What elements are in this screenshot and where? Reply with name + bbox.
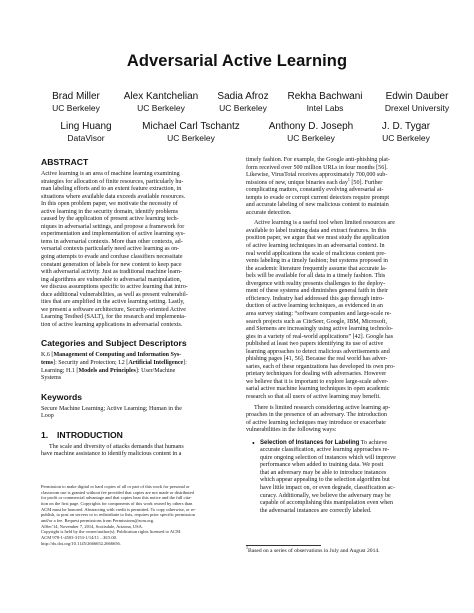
text-line: which appear appealing to the selection algorithm but (260, 477, 390, 484)
text-line: we present a software architecture, Security-oriented Active (41, 306, 186, 313)
author-affiliation: UC Berkeley (137, 103, 185, 113)
text-line: published at least two papers identifying its use of active (246, 341, 384, 348)
author-affiliation: Drexel University (384, 103, 450, 113)
text-line: and accurate labeling of new malicious content to maintain (246, 202, 389, 209)
text-line: man labeling efforts and to an extent feature extraction, in (41, 186, 182, 193)
text-line: ACM must be honored. Abstracting with credit is permitted. To copy otherwise, or re- (41, 506, 196, 512)
text-line: ment of these systems and diminishes general faith in their (246, 288, 388, 295)
text-line: strategies for allocation of finite resources, particularly hu- (41, 178, 184, 185)
text-line: niques in adversarial settings, and propose a framework for (41, 223, 185, 230)
author-affiliation: UC Berkeley (382, 133, 430, 143)
keywords-body (41, 406, 229, 421)
author-name: Brad Miller (52, 91, 100, 102)
right-column (246, 157, 434, 515)
text-line: research so that all users of active learning may benefit. (246, 393, 381, 400)
text-line: the adversarial instances are correctly labeled. (260, 507, 372, 514)
text-line: tempts to evade or corrupt current detectors require prompt (246, 194, 390, 201)
author-block (206, 91, 280, 113)
text-line: Secure Machine Learning; Active Learning; Human in the (41, 405, 182, 412)
bullet-label: Selection of Instances for Labeling (260, 439, 360, 446)
footnote-rule (246, 545, 321, 546)
introduction-body (41, 444, 229, 459)
author-name: J. D. Tygar (381, 121, 431, 132)
text-line: with adversarial activity. Just as traditional machine learn- (41, 269, 182, 276)
author-block (370, 91, 464, 113)
text-line: real world applications the scale of malicious content pre- (246, 250, 387, 257)
text-line: that an adversary may be able to introduce instances (260, 469, 387, 476)
text-line: accurate detection. (246, 209, 292, 216)
text-line: quire ongoing selection of instances which will improve (260, 454, 396, 461)
text-line: ACM 978-1-4503-3153-1/14/11 ...$15.00. (41, 534, 117, 540)
text-line: available to label training data and extract features. In this (246, 227, 387, 234)
text-line: caused by the application of present active learning tech- (41, 216, 179, 223)
category-name: Artificial Intelligence (128, 360, 184, 367)
author-name: Rekha Bachwani (287, 91, 363, 102)
text-line: accurate classification, active learning approaches re- (260, 447, 390, 454)
text-run: Learning; H.1 [ (41, 367, 79, 374)
text-line: Systems (41, 375, 62, 382)
text-line: vents labeling in a timely fashion; but systems proposed in (246, 258, 388, 265)
paragraph (246, 157, 434, 217)
text-line: duction of active learning techniques, as evidenced in an (246, 303, 383, 310)
text-run: missions of new, unique binaries each day (246, 179, 348, 186)
text-line: tems in adversarial contexts. More than other contexts, ad- (41, 238, 183, 245)
text-line: divergence with reality presents challenges to the deploy- (246, 280, 386, 287)
author-block (126, 121, 256, 143)
text-line: search projects such as CiteSeer, Google, IBM, Microsoft, (246, 318, 387, 325)
author-name: Michael Carl Tschantz (142, 121, 240, 132)
text-line: of active learning techniques in an adversarial context. In (246, 243, 385, 250)
text-line: classroom use is granted without fee provided that copies are not made or distributed (41, 489, 194, 495)
text-line: for profit or commercial advantage and that copies bear this notice and the full cita- (41, 495, 192, 501)
text-line: saries, each of these organizations has developed its own pro- (246, 363, 395, 370)
text-line: versarial contexts particularly need active learning as on- (41, 246, 180, 253)
text-line: The scale and diversity of attacks demands that humans (49, 443, 184, 450)
text-run: To achieve (360, 439, 388, 446)
categories-body (41, 352, 229, 382)
section-title: INTRODUCTION (57, 429, 123, 440)
text-line: Permission to make digital or hard copies of all or part of this work for personal or (41, 484, 190, 489)
text-line: bels will be available for all data in a timely fashion. This (246, 273, 386, 280)
text-line: complicating matters, constantly evolving adversarial at- (246, 187, 384, 194)
category-name: Models and Principles (78, 367, 136, 374)
text-run: ]: User/Machine (135, 367, 176, 374)
text-line: position paper, we argue that we must study the application (246, 235, 390, 242)
paper-title: Adversarial Active Learning (126, 52, 348, 70)
author-block (46, 121, 126, 143)
author-name: Ling Huang (60, 121, 112, 132)
text-line: Active learning is an area of machine learning examining (41, 171, 180, 177)
author-block (256, 121, 366, 143)
text-line: Likewise, VirusTotal receives approximately 700,000 sub- (246, 172, 388, 179)
author-block (116, 91, 206, 113)
text-line: There is limited research considering active learning ap- (254, 404, 391, 411)
text-line: going attempts to evade and confuse classifiers necessitate (41, 254, 183, 261)
text-line: active learning in the security domain, identify problems (41, 208, 179, 215)
text-run: Further (364, 179, 383, 186)
text-line: experimentation and implementation of active learning sys- (41, 231, 186, 238)
author-name: Alex Kantchelian (123, 91, 199, 102)
abstract-body (41, 171, 229, 329)
text-line: sarial active machine learning techniques in open academic (246, 386, 390, 393)
keywords-heading: Keywords (41, 391, 83, 402)
text-line: Learning Testbed (SALT), for the research and implementa- (41, 314, 186, 321)
text-line: have little impact on, or even degrade, classification ac- (260, 484, 395, 491)
text-line: form received over 500 million URLs in four months [56]. (246, 164, 388, 171)
text-line: have machine assistance to identify malicious content in a (41, 451, 182, 458)
author-block (36, 91, 116, 113)
text-line: ities that are amplified in the active learning setting. Lastly, (41, 299, 185, 306)
author-affiliation: UC Berkeley (167, 133, 215, 143)
author-block (366, 121, 446, 143)
category-name: tems (41, 360, 54, 367)
category-name: Management of Computing and Information Sys- (53, 352, 182, 359)
text-line: tion of active learning applications in adversarial contexts. (41, 321, 183, 328)
author-name: Anthony D. Joseph (268, 121, 354, 132)
author-affiliation: DataVisor (67, 133, 105, 143)
text-line: AISec'14, November 7, 2014, Scottsdale, Arizona, USA. (41, 523, 144, 529)
author-block (280, 91, 370, 113)
author-affiliation: UC Berkeley (219, 103, 267, 113)
author-affiliation: UC Berkeley (52, 103, 100, 113)
text-run: ]: (183, 360, 187, 367)
author-affiliation: Intel Labs (306, 103, 344, 113)
footnote-mark: 1 (246, 545, 248, 551)
bullet-icon: • (252, 438, 255, 448)
footnote-marker: 1 (347, 176, 350, 182)
author-affiliation: UC Berkeley (287, 133, 335, 143)
text-line: publish, to post on servers or to redistribute to lists, requires prior specific permission (41, 512, 195, 518)
text-line: In this open problem paper, we motivate the necessity of (41, 201, 178, 208)
text-line: constant generation of labels for new content to keep pace (41, 261, 182, 268)
text-line: we discuss assumptions specific to active learning that intro- (41, 284, 188, 291)
text-line: efficiency. Industry had addressed this gap through intro- (246, 295, 385, 302)
text-line: of active learning techniques may introduce or exacerbate (246, 419, 386, 426)
abstract-heading: ABSTRACT (41, 157, 89, 167)
text-line: Copyright is held by the owner/author(s). Publication rights licensed to ACM. (41, 529, 182, 535)
text-line: learning approaches to detect malicious advertisements and (246, 348, 390, 355)
text-line: gies in a variety of real-world applications” [42]. Google has (246, 333, 394, 340)
paragraph (246, 405, 434, 435)
text-run: K.6 [ (41, 352, 54, 359)
text-line: prietary techniques for dealing with adversaries. However (246, 371, 387, 378)
text-line: capable of accomplishing this manipulation even when (260, 500, 393, 507)
text-line: and/or a fee. Request permissions from Permissions@acm.org. (41, 517, 155, 523)
author-name: Sadia Afroz (217, 91, 269, 102)
text-line: vulnerabilities in the following ways: (246, 427, 337, 434)
section-number: 1. (41, 429, 49, 440)
footnote (246, 545, 434, 555)
citation: [50]. (351, 179, 363, 186)
text-line: proaches in the presence of an adversary. The introduction (246, 412, 388, 419)
text-run: ]: Security and Protection; I.2 [ (53, 360, 129, 367)
text-line: curacy. Additionally, we believe the adversary may be (260, 492, 391, 499)
left-column (41, 157, 229, 459)
text-line: phishing pages [41, 56]. Because the real world has adver- (246, 356, 388, 363)
text-line: timely fashion. For example, the Google anti-phishing plat- (246, 157, 390, 163)
text-line (246, 176, 434, 188)
text-line: situations where available data exceeds available resources. (41, 193, 186, 200)
paragraph (246, 220, 434, 401)
text-line: Loop (41, 413, 54, 420)
text-line: area survey stating: “software companies and large-scale re- (246, 310, 392, 317)
introduction-heading (41, 430, 229, 440)
text-line (41, 360, 229, 368)
copyright-notice (41, 484, 229, 546)
text-line: tion on the first page. Copyrights for components of this work owned by others than (41, 500, 193, 506)
categories-heading: Categories and Subject Descriptors (41, 338, 187, 349)
text-line: we believe that it is important to explore large-scale adver- (246, 378, 389, 385)
text-line: duce additional vulnerabilities, as well as present vulnerabil- (41, 291, 188, 298)
text-line: ing algorithms are vulnerable to adversarial manipulation, (41, 276, 182, 283)
text-line: http://dx.doi.org/10.1145/2666652.2666656. (41, 540, 121, 546)
text-line: the academic literature frequently assume that accurate la- (246, 265, 387, 272)
text-line (41, 352, 229, 360)
text-line (41, 368, 229, 376)
author-name: Edwin Dauber (385, 91, 449, 102)
bullet-item (246, 440, 434, 515)
footnote-text: Based on a series of observations in July and August 2014. (248, 548, 380, 554)
text-line: and Siemens are increasingly using active learning technolo- (246, 326, 393, 333)
text-line: performance when added to training data. We posit (260, 462, 384, 469)
text-line: Active learning is a useful tool when limited resources are (254, 220, 395, 227)
